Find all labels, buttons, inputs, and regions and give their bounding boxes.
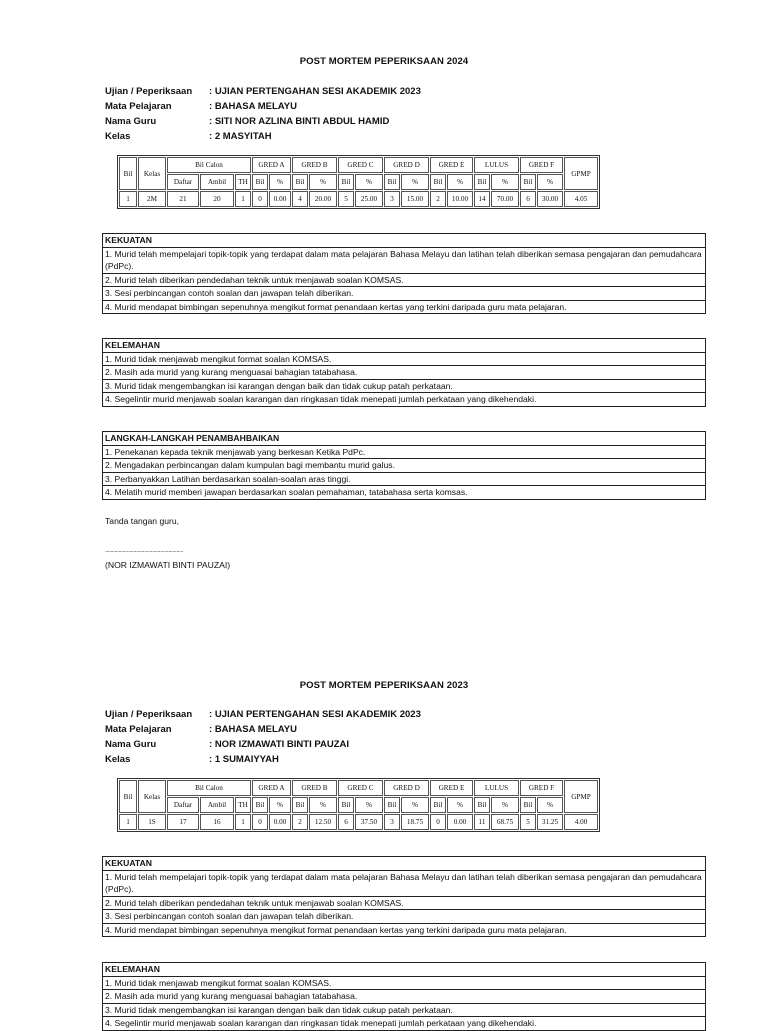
subheader-percent: %	[447, 797, 473, 813]
col-header-lulus: LULUS	[474, 780, 519, 796]
subheader-bil: Bil	[252, 797, 268, 813]
info-label: Kelas	[105, 754, 131, 765]
col-header-bil-calon: Bil Calon	[167, 157, 251, 173]
subheader-percent: %	[491, 797, 519, 813]
table-cell: 10.00	[447, 191, 473, 207]
subheader-percent: %	[537, 797, 563, 813]
kekuatan-section	[102, 233, 706, 314]
list-item: 4. Murid mendapat bimbingan sepenuhnya mengikut format penandaan kertas yang terkini daripada guru mata pelajaran.	[105, 301, 567, 312]
signature-label: Tanda tangan guru,	[105, 516, 180, 526]
list-item: 1. Penekanan kepada teknik menjawab yang berkesan Ketika PdPc.	[103, 446, 705, 460]
list-item: 4. Segelintir murid menjawab soalan karangan dan ringkasan tidak menepati jumlah perkataan yang dikehendaki.	[105, 1018, 537, 1028]
info-row-teacher	[105, 114, 605, 129]
subheader-bil: Bil	[474, 174, 490, 190]
info-label: Ujian / Peperiksaan	[105, 86, 193, 97]
table-cell: 5	[338, 191, 354, 207]
table-cell: 2	[292, 814, 308, 830]
col-header-gpmp: GPMP	[564, 157, 598, 190]
signature-name: (NOR IZMAWATI BINTI PAUZAI)	[105, 560, 231, 570]
subheader-percent: %	[401, 797, 429, 813]
table-cell: 18.75	[401, 814, 429, 830]
info-value: : 1 SUMAIYYAH	[209, 752, 279, 767]
subheader-th: TH	[235, 174, 251, 190]
col-header-gred-b: GRED B	[292, 157, 337, 173]
table-cell: 5	[520, 814, 536, 830]
grade-table	[117, 155, 600, 209]
col-header-bil: Bil	[119, 780, 137, 813]
info-value: : BAHASA MELAYU	[209, 99, 297, 114]
subheader-bil: Bil	[430, 797, 446, 813]
subheader-percent: %	[537, 174, 563, 190]
table-cell: 30.00	[537, 191, 563, 207]
table-cell: 3	[384, 191, 400, 207]
col-header-bil: Bil	[119, 157, 137, 190]
info-value: : BAHASA MELAYU	[209, 722, 297, 737]
list-item: 1. Murid telah mempelajari topik-topik yang terdapat dalam mata pelajaran Bahasa Melayu dan latihan telah diberikan semasa pengajaran dan pemudahcara (PdPc).	[103, 871, 705, 897]
col-header-bil-calon: Bil Calon	[167, 780, 251, 796]
section-heading: LANGKAH-LANGKAH PENAMBAHBAIKAN	[103, 432, 705, 446]
info-label: Mata Pelajaran	[105, 101, 172, 112]
table-cell: 25.00	[355, 191, 383, 207]
table-cell: 1	[119, 814, 137, 830]
subheader-th: TH	[235, 797, 251, 813]
table-cell: 20	[200, 191, 234, 207]
info-value: : NOR IZMAWATI BINTI PAUZAI	[209, 737, 349, 752]
col-header-lulus: LULUS	[474, 157, 519, 173]
info-label: Ujian / Peperiksaan	[105, 709, 193, 720]
table-cell: 0.00	[447, 814, 473, 830]
langkah-section	[102, 431, 706, 500]
list-item: 4. Murid mendapat bimbingan sepenuhnya mengikut format penandaan kertas yang terkini daripada guru mata pelajaran.	[105, 924, 567, 935]
list-item: 3. Murid tidak mengembangkan isi karangan dengan baik dan tidak cukup patah perkataan.	[103, 380, 705, 394]
subheader-ambil: Ambil	[200, 797, 234, 813]
table-cell: 1	[235, 191, 251, 207]
col-header-gred-f: GRED F	[520, 780, 563, 796]
table-cell: 4	[292, 191, 308, 207]
col-header-gred-a: GRED A	[252, 780, 291, 796]
exam-info	[105, 84, 605, 144]
table-cell: 0	[252, 814, 268, 830]
list-item: 1. Murid tidak menjawab mengikut format soalan KOMSAS.	[103, 353, 705, 367]
list-item: 2. Masih ada murid yang kurang menguasai bahagian tatabahasa.	[103, 990, 705, 1004]
col-header-gred-f: GRED F	[520, 157, 563, 173]
table-header-row	[119, 157, 598, 173]
info-row-teacher	[105, 737, 605, 752]
subheader-bil: Bil	[520, 174, 536, 190]
info-row-exam	[105, 84, 605, 99]
subheader-daftar: Daftar	[167, 797, 199, 813]
table-cell: 1S	[138, 814, 166, 830]
subheader-percent: %	[491, 174, 519, 190]
list-item: 2. Murid telah diberikan pendedahan teknik untuk menjawab soalan KOMSAS.	[103, 274, 705, 288]
table-cell: 1	[235, 814, 251, 830]
table-cell: 11	[474, 814, 490, 830]
table-cell: 0.00	[269, 191, 291, 207]
table-subheader-row	[119, 797, 598, 813]
section-heading: KEKUATAN	[103, 857, 705, 871]
subheader-bil: Bil	[474, 797, 490, 813]
subheader-bil: Bil	[430, 174, 446, 190]
table-cell: 0	[252, 191, 268, 207]
subheader-percent: %	[447, 174, 473, 190]
table-cell: 17	[167, 814, 199, 830]
info-row-class	[105, 129, 605, 144]
table-cell: 4.00	[564, 814, 598, 830]
section-heading: KEKUATAN	[103, 234, 705, 248]
table-cell: 16	[200, 814, 234, 830]
list-item: 2. Masih ada murid yang kurang menguasai bahagian tatabahasa.	[103, 366, 705, 380]
subheader-percent: %	[269, 174, 291, 190]
list-item: 4. Segelintir murid menjawab soalan karangan dan ringkasan tidak menepati jumlah perkataan yang dikehendaki.	[105, 394, 537, 404]
table-cell: 31.25	[537, 814, 563, 830]
table-subheader-row	[119, 174, 598, 190]
table-cell: 1	[119, 191, 137, 207]
report-title: POST MORTEM PEPERIKSAAN 2024	[299, 56, 469, 67]
col-header-kelas: Kelas	[138, 780, 166, 813]
col-header-gred-a: GRED A	[252, 157, 291, 173]
table-cell: 21	[167, 191, 199, 207]
subheader-bil: Bil	[384, 174, 400, 190]
info-label: Nama Guru	[105, 116, 157, 127]
info-row-subject	[105, 99, 605, 114]
table-cell: 20.00	[309, 191, 337, 207]
info-value: : 2 MASYITAH	[209, 129, 272, 144]
list-item: 4. Melatih murid memberi jawapan berdasarkan soalan pemahaman, tatabahasa serta komsas.	[105, 487, 468, 497]
subheader-percent: %	[355, 174, 383, 190]
col-header-gred-c: GRED C	[338, 157, 383, 173]
table-cell: 4.05	[564, 191, 598, 207]
subheader-percent: %	[269, 797, 291, 813]
col-header-gred-b: GRED B	[292, 780, 337, 796]
section-heading: KELEMAHAN	[103, 963, 705, 977]
info-row-subject	[105, 722, 605, 737]
subheader-bil: Bil	[292, 797, 308, 813]
list-item: 1. Murid telah mempelajari topik-topik yang terdapat dalam mata pelajaran Bahasa Melayu dan latihan telah diberikan semasa pengajaran dan pemudahcara (PdPc).	[103, 248, 705, 274]
list-item: 2. Murid telah diberikan pendedahan teknik untuk menjawab soalan KOMSAS.	[103, 897, 705, 911]
exam-info	[105, 707, 605, 767]
col-header-gred-e: GRED E	[430, 780, 473, 796]
subheader-ambil: Ambil	[200, 174, 234, 190]
table-cell: 2	[430, 191, 446, 207]
info-row-class	[105, 752, 605, 767]
list-item: 3. Perbanyakkan Latihan berdasarkan soalan-soalan aras tinggi.	[103, 473, 705, 487]
subheader-bil: Bil	[252, 174, 268, 190]
signature-line: ..........................................................	[105, 547, 184, 554]
table-cell: 12.50	[309, 814, 337, 830]
list-item: 3. Murid tidak mengembangkan isi karangan dengan baik dan tidak cukup patah perkataan.	[103, 1004, 705, 1018]
col-header-gpmp: GPMP	[564, 780, 598, 813]
subheader-percent: %	[309, 797, 337, 813]
subheader-bil: Bil	[338, 174, 354, 190]
table-cell: 6	[520, 191, 536, 207]
table-cell: 2M	[138, 191, 166, 207]
section-heading: KELEMAHAN	[103, 339, 705, 353]
table-cell: 15.00	[401, 191, 429, 207]
subheader-percent: %	[309, 174, 337, 190]
info-value: : UJIAN PERTENGAHAN SESI AKADEMIK 2023	[209, 84, 421, 99]
list-item: 3. Sesi perbincangan contoh soalan dan jawapan telah diberikan.	[103, 287, 705, 301]
table-cell: 68.75	[491, 814, 519, 830]
report-title: POST MORTEM PEPERIKSAAN 2023	[299, 680, 469, 691]
table-cell: 6	[338, 814, 354, 830]
subheader-percent: %	[355, 797, 383, 813]
subheader-bil: Bil	[292, 174, 308, 190]
table-cell: 14	[474, 191, 490, 207]
subheader-percent: %	[401, 174, 429, 190]
col-header-gred-d: GRED D	[384, 780, 429, 796]
subheader-bil: Bil	[338, 797, 354, 813]
kelemahan-section	[102, 338, 706, 407]
table-header-row	[119, 780, 598, 796]
col-header-gred-e: GRED E	[430, 157, 473, 173]
info-value: : SITI NOR AZLINA BINTI ABDUL HAMID	[209, 114, 389, 129]
info-label: Kelas	[105, 131, 131, 142]
subheader-daftar: Daftar	[167, 174, 199, 190]
list-item: 3. Sesi perbincangan contoh soalan dan jawapan telah diberikan.	[103, 910, 705, 924]
col-header-gred-c: GRED C	[338, 780, 383, 796]
col-header-gred-d: GRED D	[384, 157, 429, 173]
table-cell: 3	[384, 814, 400, 830]
info-row-exam	[105, 707, 605, 722]
subheader-bil: Bil	[520, 797, 536, 813]
grade-table	[117, 778, 600, 832]
list-item: 1. Murid tidak menjawab mengikut format soalan KOMSAS.	[103, 977, 705, 991]
col-header-kelas: Kelas	[138, 157, 166, 190]
subheader-bil: Bil	[384, 797, 400, 813]
list-item: 2. Mengadakan perbincangan dalam kumpulan bagi membantu murid galus.	[103, 459, 705, 473]
kelemahan-section	[102, 962, 706, 1031]
table-row	[119, 814, 598, 830]
table-row	[119, 191, 598, 207]
info-label: Mata Pelajaran	[105, 724, 172, 735]
kekuatan-section	[102, 856, 706, 937]
table-cell: 70.00	[491, 191, 519, 207]
table-cell: 37.50	[355, 814, 383, 830]
table-cell: 0.00	[269, 814, 291, 830]
info-label: Nama Guru	[105, 739, 157, 750]
table-cell: 0	[430, 814, 446, 830]
info-value: : UJIAN PERTENGAHAN SESI AKADEMIK 2023	[209, 707, 421, 722]
